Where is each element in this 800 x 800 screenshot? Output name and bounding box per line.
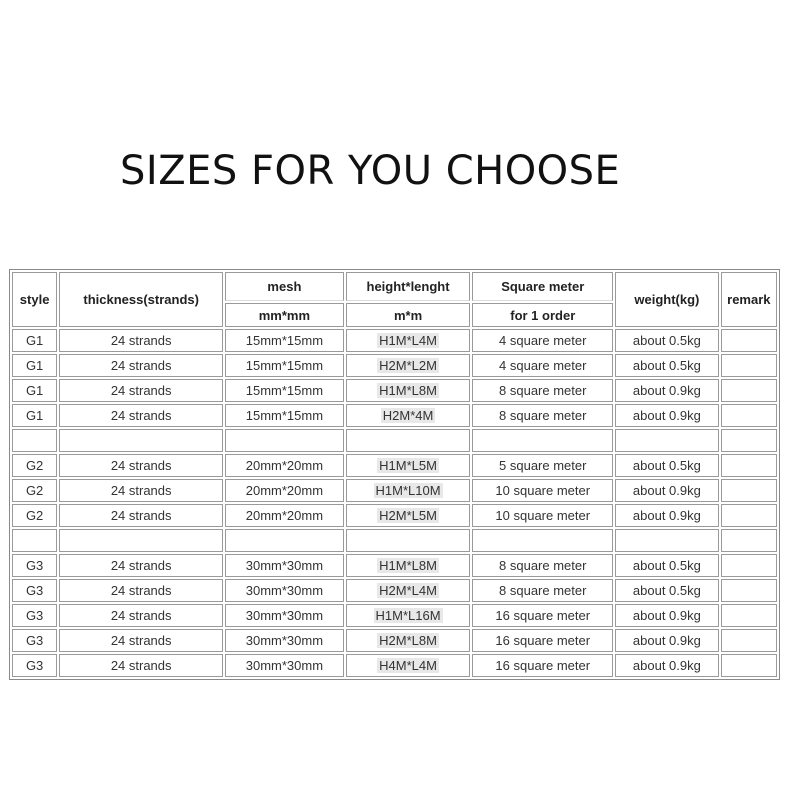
height-length-value: H1M*L10M <box>375 483 441 498</box>
table-row <box>12 554 777 577</box>
cell-mesh: 20mm*20mm <box>225 454 344 477</box>
table-row <box>12 329 777 352</box>
cell-square-meter: 16 square meter <box>472 604 613 627</box>
empty-cell <box>721 529 777 552</box>
cell-mesh: 15mm*15mm <box>225 329 344 352</box>
cell-mesh: 30mm*30mm <box>225 554 344 577</box>
page-title: SIZES FOR YOU CHOOSE <box>120 148 621 194</box>
cell-style: G3 <box>12 554 57 577</box>
cell-remark <box>721 654 777 677</box>
cell-weight: about 0.9kg <box>615 629 719 652</box>
cell-weight: about 0.5kg <box>615 354 719 377</box>
header-square-meter-note: for 1 order <box>472 303 613 327</box>
height-length-value: H1M*L4M <box>379 333 437 348</box>
table-header <box>12 272 777 327</box>
cell-style: G3 <box>12 604 57 627</box>
cell-remark <box>721 554 777 577</box>
empty-cell <box>225 429 344 452</box>
cell-height-length <box>346 604 471 627</box>
cell-height-length <box>346 504 471 527</box>
header-remark: remark <box>721 272 777 327</box>
cell-style: G2 <box>12 479 57 502</box>
cell-square-meter: 16 square meter <box>472 629 613 652</box>
table-row <box>12 379 777 402</box>
cell-square-meter: 4 square meter <box>472 329 613 352</box>
table-row <box>12 504 777 527</box>
cell-weight: about 0.9kg <box>615 654 719 677</box>
cell-remark <box>721 504 777 527</box>
height-length-value: H1M*L8M <box>379 383 437 398</box>
empty-cell <box>59 529 223 552</box>
empty-cell <box>472 529 613 552</box>
empty-cell <box>346 429 471 452</box>
cell-height-length <box>346 379 471 402</box>
table-spacer-row <box>12 429 777 452</box>
table-row <box>12 479 777 502</box>
height-length-value: H1M*L5M <box>379 458 437 473</box>
cell-height-length <box>346 329 471 352</box>
cell-thickness: 24 strands <box>59 329 223 352</box>
cell-thickness: 24 strands <box>59 629 223 652</box>
header-style: style <box>12 272 57 327</box>
cell-remark <box>721 479 777 502</box>
empty-cell <box>225 529 344 552</box>
header-square-meter: Square meter <box>472 272 613 301</box>
cell-square-meter: 4 square meter <box>472 354 613 377</box>
header-weight: weight(kg) <box>615 272 719 327</box>
height-length-value: H2M*L4M <box>379 583 437 598</box>
cell-mesh: 15mm*15mm <box>225 379 344 402</box>
cell-mesh: 15mm*15mm <box>225 404 344 427</box>
cell-height-length <box>346 629 471 652</box>
cell-height-length <box>346 404 471 427</box>
cell-weight: about 0.9kg <box>615 379 719 402</box>
cell-remark <box>721 579 777 602</box>
empty-cell <box>615 429 719 452</box>
height-length-value: H2M*L8M <box>379 633 437 648</box>
cell-thickness: 24 strands <box>59 554 223 577</box>
cell-square-meter: 8 square meter <box>472 404 613 427</box>
cell-mesh: 30mm*30mm <box>225 604 344 627</box>
cell-height-length <box>346 454 471 477</box>
cell-square-meter: 8 square meter <box>472 579 613 602</box>
cell-thickness: 24 strands <box>59 579 223 602</box>
cell-style: G1 <box>12 379 57 402</box>
cell-weight: about 0.9kg <box>615 504 719 527</box>
table-row <box>12 579 777 602</box>
cell-weight: about 0.9kg <box>615 604 719 627</box>
cell-square-meter: 10 square meter <box>472 479 613 502</box>
cell-square-meter: 5 square meter <box>472 454 613 477</box>
cell-style: G1 <box>12 404 57 427</box>
cell-height-length <box>346 654 471 677</box>
cell-thickness: 24 strands <box>59 404 223 427</box>
cell-style: G2 <box>12 504 57 527</box>
cell-remark <box>721 629 777 652</box>
table-body <box>12 329 777 677</box>
cell-height-length <box>346 554 471 577</box>
table-spacer-row <box>12 529 777 552</box>
cell-height-length <box>346 354 471 377</box>
cell-thickness: 24 strands <box>59 379 223 402</box>
cell-square-meter: 8 square meter <box>472 379 613 402</box>
table-row <box>12 354 777 377</box>
cell-remark <box>721 379 777 402</box>
table-row <box>12 404 777 427</box>
cell-mesh: 20mm*20mm <box>225 479 344 502</box>
cell-weight: about 0.5kg <box>615 579 719 602</box>
cell-thickness: 24 strands <box>59 654 223 677</box>
cell-mesh: 30mm*30mm <box>225 579 344 602</box>
table-row <box>12 454 777 477</box>
height-length-value: H2M*L2M <box>379 358 437 373</box>
height-length-value: H1M*L8M <box>379 558 437 573</box>
cell-height-length <box>346 579 471 602</box>
cell-square-meter: 16 square meter <box>472 654 613 677</box>
cell-square-meter: 10 square meter <box>472 504 613 527</box>
table-row <box>12 604 777 627</box>
cell-style: G3 <box>12 579 57 602</box>
cell-remark <box>721 329 777 352</box>
cell-height-length <box>346 479 471 502</box>
table-row <box>12 654 777 677</box>
height-length-value: H4M*L4M <box>379 658 437 673</box>
cell-weight: about 0.5kg <box>615 554 719 577</box>
table-row <box>12 629 777 652</box>
cell-remark <box>721 604 777 627</box>
cell-weight: about 0.5kg <box>615 454 719 477</box>
header-mesh-unit: mm*mm <box>225 303 344 327</box>
cell-mesh: 30mm*30mm <box>225 654 344 677</box>
header-height-length: height*lenght <box>346 272 471 301</box>
cell-style: G1 <box>12 329 57 352</box>
cell-style: G3 <box>12 654 57 677</box>
cell-weight: about 0.9kg <box>615 479 719 502</box>
cell-thickness: 24 strands <box>59 504 223 527</box>
cell-square-meter: 8 square meter <box>472 554 613 577</box>
cell-style: G1 <box>12 354 57 377</box>
height-length-value: H1M*L16M <box>375 608 441 623</box>
cell-weight: about 0.9kg <box>615 404 719 427</box>
empty-cell <box>472 429 613 452</box>
cell-thickness: 24 strands <box>59 454 223 477</box>
height-length-value: H2M*L5M <box>379 508 437 523</box>
header-thickness: thickness(strands) <box>59 272 223 327</box>
header-mesh: mesh <box>225 272 344 301</box>
cell-thickness: 24 strands <box>59 604 223 627</box>
empty-cell <box>12 529 57 552</box>
cell-thickness: 24 strands <box>59 354 223 377</box>
cell-style: G2 <box>12 454 57 477</box>
sizes-table <box>9 269 780 680</box>
height-length-value: H2M*4M <box>382 408 434 423</box>
cell-remark <box>721 354 777 377</box>
cell-mesh: 30mm*30mm <box>225 629 344 652</box>
empty-cell <box>721 429 777 452</box>
cell-weight: about 0.5kg <box>615 329 719 352</box>
cell-thickness: 24 strands <box>59 479 223 502</box>
cell-mesh: 15mm*15mm <box>225 354 344 377</box>
header-height-length-unit: m*m <box>346 303 471 327</box>
empty-cell <box>346 529 471 552</box>
empty-cell <box>12 429 57 452</box>
cell-remark <box>721 454 777 477</box>
empty-cell <box>615 529 719 552</box>
cell-style: G3 <box>12 629 57 652</box>
cell-remark <box>721 404 777 427</box>
empty-cell <box>59 429 223 452</box>
cell-mesh: 20mm*20mm <box>225 504 344 527</box>
